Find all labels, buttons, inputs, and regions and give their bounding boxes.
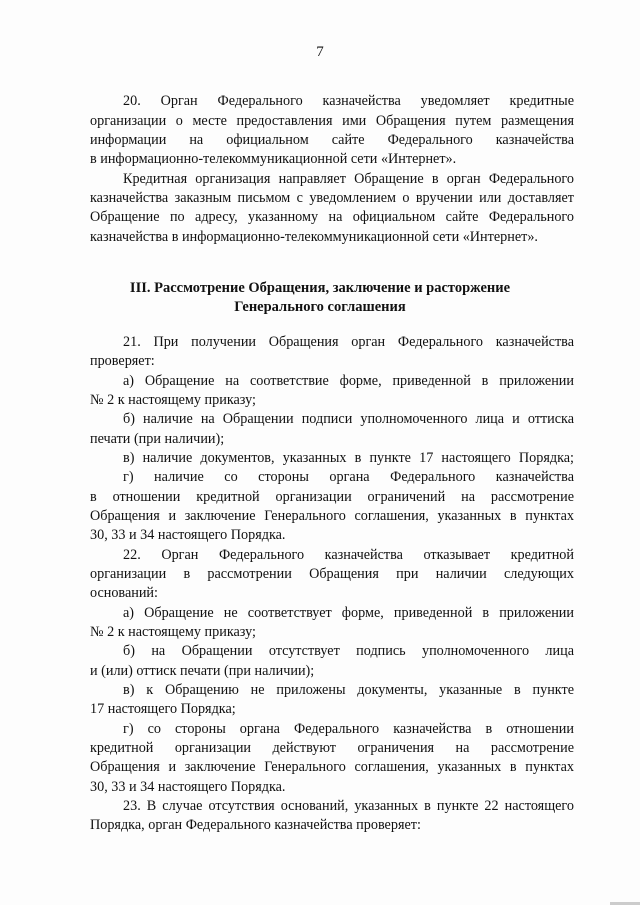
para20-line-1: 20. Орган Федерального казначейства уведомляет кредитные [123,93,574,109]
section-heading-line-1: III. Рассмотрение Обращения, заключение и расторжение [129,280,511,296]
para22-item-v-line-2: 17 настоящего Порядка; [90,701,236,717]
para23-line-1: 23. В случае отсутствия оснований, указанных в пункте 22 настоящего [123,798,574,814]
para21-line-2: проверяет: [90,353,155,369]
para22-item-v-line-1: в) к Обращению не приложены документы, указанные в пункте [123,682,574,698]
para-credit-line-2: казначейства заказным письмом с уведомлением о вручении или доставляет [90,190,574,206]
para20-line-4: в информационно-телекоммуникационной сети «Интернет». [90,151,457,167]
para21-item-b-line-1: б) наличие на Обращении подписи уполномоченного лица и оттиска [123,411,574,427]
section-heading-line-2: Генерального соглашения [234,299,406,315]
para21-item-g-line-1: г) наличие со стороны органа Федерального казначейства [123,469,574,485]
para22-line-2: организации в рассмотрении Обращения при наличии следующих [90,566,574,582]
para22-item-g-line-2: кредитной организации действуют ограничения на рассмотрение [90,740,574,756]
para21-item-g-line-3: Обращения и заключение Генерального соглашения, указанных в пунктах [90,508,574,524]
para-credit-line-3: Обращение по адресу, указанному на официальном сайте Федерального [90,209,574,225]
para21-item-g-line-4: 30, 33 и 34 настоящего Порядка. [90,527,286,543]
para21-item-v-line-1: в) наличие документов, указанных в пункте 17 настоящего Порядка; [123,450,574,466]
page-number: 7 [316,44,324,60]
para22-item-a-line-1: а) Обращение не соответствует форме, приведенной в приложении [123,605,574,621]
para22-item-a-line-2: № 2 к настоящему приказу; [90,624,256,640]
para20-line-3: информации на официальном сайте Федерального казначейства [90,132,574,148]
para21-item-a-line-2: № 2 к настоящему приказу; [90,392,256,408]
para22-line-1: 22. Орган Федерального казначейства отказывает кредитной [123,547,574,563]
para23-line-2: Порядка, орган Федерального казначейства проверяет: [90,817,421,833]
para-credit-line-1: Кредитная организация направляет Обращение в орган Федерального [123,171,574,187]
para20-line-2: организации о месте предоставления ими Обращения путем размещения [90,113,574,129]
para21-item-b-line-2: печати (при наличии); [90,431,225,447]
para22-item-g-line-4: 30, 33 и 34 настоящего Порядка. [90,779,286,795]
para21-item-a-line-1: а) Обращение на соответствие форме, приведенной в приложении [123,373,574,389]
para22-item-b-line-2: и (или) оттиск печати (при наличии); [90,663,315,679]
para21-item-g-line-2: в отношении кредитной организации ограничений на рассмотрение [90,489,574,505]
para22-item-g-line-1: г) со стороны органа Федерального казначейства в отношении [123,721,574,737]
para21-line-1: 21. При получении Обращения орган Федерального казначейства [123,334,574,350]
para22-line-3: оснований: [90,585,158,601]
para22-item-b-line-1: б) на Обращении отсутствует подпись уполномоченного лица [123,643,574,659]
para-credit-line-4: казначейства в информационно-телекоммуникационной сети «Интернет». [90,229,538,245]
para22-item-g-line-3: Обращения и заключение Генерального соглашения, указанных в пунктах [90,759,574,775]
